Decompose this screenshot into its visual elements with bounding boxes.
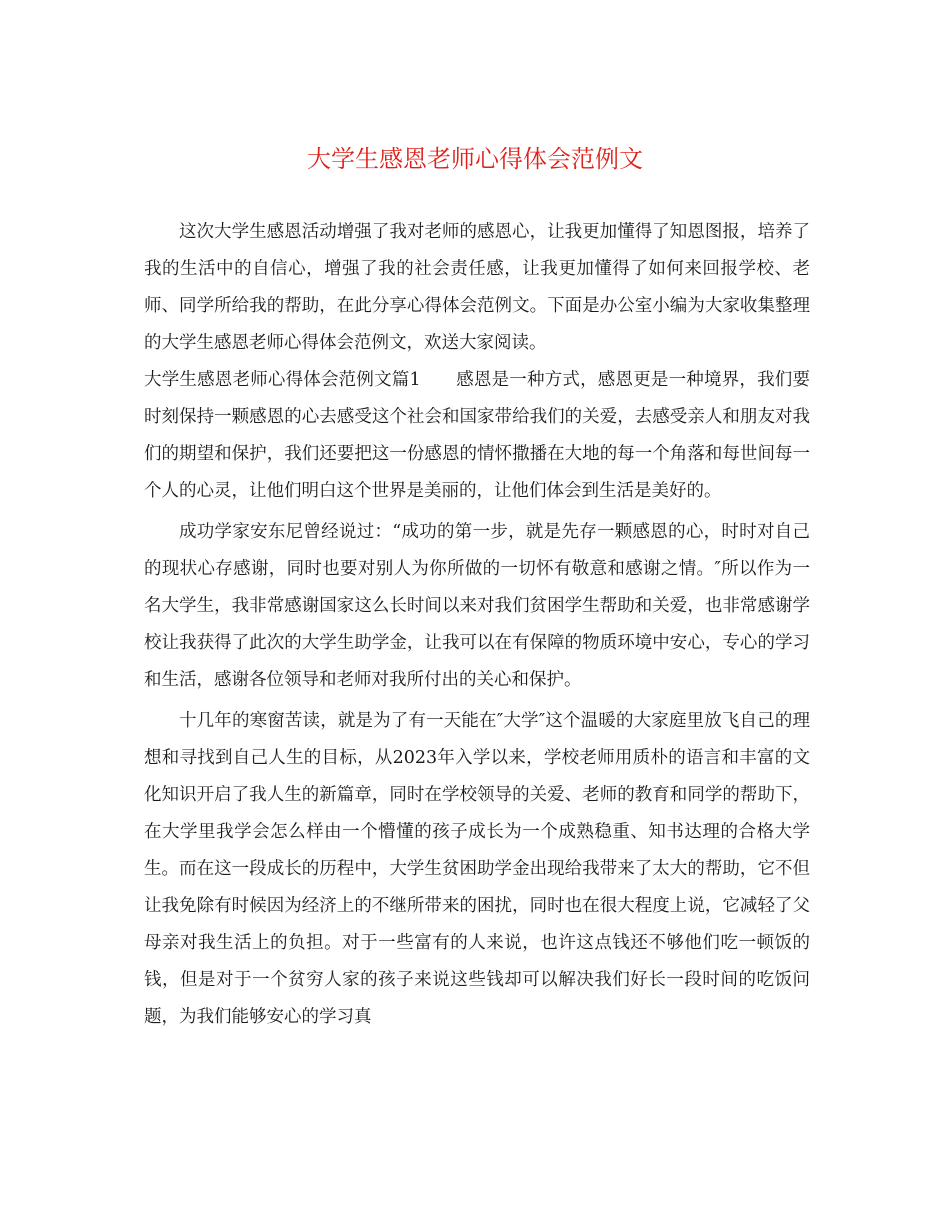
document-title: 大学生感恩老师心得体会范例文 <box>307 145 643 173</box>
document-body <box>144 214 810 1036</box>
paragraph-growth: 十几年的寒窗苦读，就是为了有一天能在″大学″这个温暖的大家庭里放飞自己的理想和寻找到自己人生的目标，从2023年入学以来，学校老师用质朴的语言和丰富的文化知识开启了我人生的新篇章，同时在学校领导的关爱、老师的教育和同学的帮助下，在大学里我学会怎么样由一个懵懂的孩子成长为一个成熟稳重、知书达理的合格大学生。而在这一段成长的历程中，大学生贫困助学金出现给我带来了太大的帮助，它不但让我免除有时候因为经济上的不继所带来的困扰，同时也在很大程度上说，它减轻了父母亲对我生活上的负担。对于一些富有的人来说，也许这点钱还不够他们吃一顿饭的钱，但是对于一个贫穷人家的孩子来说这些钱却可以解决我们好长一段时间的吃饭问题，为我们能够安心的学习真 <box>144 711 810 1027</box>
paragraph-quote: 成功学家安东尼曾经说过：“成功的第一步，就是先存一颗感恩的心，时时对自己的现状心存感谢，同时也要对别人为你所做的一切怀有敬意和感谢之情。″所以作为一名大学生，我非常感谢国家这么长时间以来对我们贫困学生帮助和关爱，也非常感谢学校让我获得了此次的大学生助学金，让我可以在有保障的物质环境中安心，专心的学习和生活，感谢各位领导和老师对我所付出的关心和保护。 <box>144 522 810 690</box>
paragraph-intro: 这次大学生感恩活动增强了我对老师的感恩心，让我更加懂得了知恩图报，培养了我的生活中的自信心，增强了我的社会责任感，让我更加懂得了如何来回报学校、老师、同学所给我的帮助，在此分享心得体会范例文。下面是办公室小编为大家收集整理的大学生感恩老师心得体会范例文，欢送大家阅读。 <box>144 222 810 353</box>
paragraph-section-1: 大学生感恩老师心得体会范例文篇1 感恩是一种方式，感恩更是一种境界，我们要时刻保持一颗感恩的心去感受这个社会和国家带给我们的关爱，去感受亲人和朋友对我们的期望和保护，我们还要把这一份感恩的情怀撒播在大地的每一个角落和每世间每一个人的心灵，让他们明白这个世界是美丽的，让他们体会到生活是美好的。 <box>144 370 810 501</box>
